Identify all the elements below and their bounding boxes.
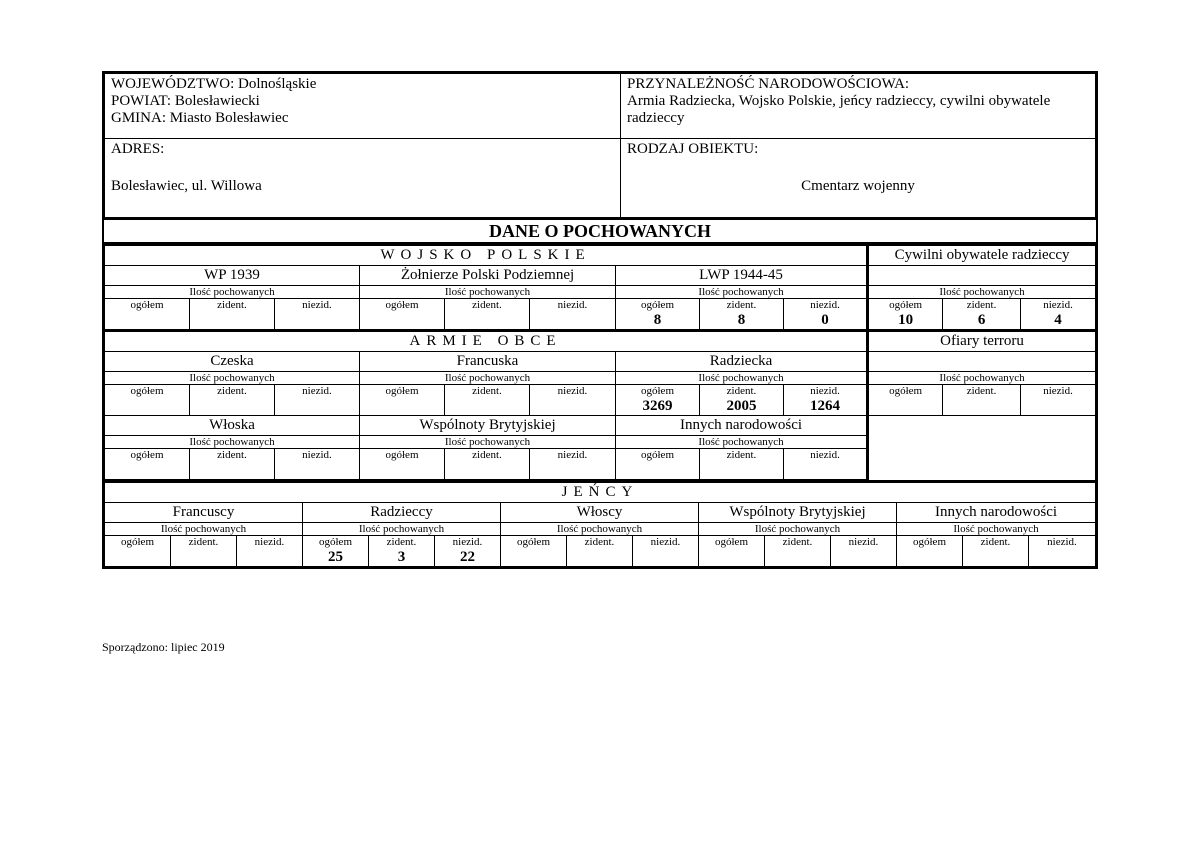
count-cell: zident. 3 <box>369 536 435 567</box>
count-cell: zident. <box>171 536 237 567</box>
ilosc-label: Ilość pochowanych <box>616 436 868 449</box>
group-name-wloska: Włoska <box>105 416 360 436</box>
count-cell: ogółem 8 <box>616 299 700 331</box>
location-header <box>104 73 1096 220</box>
record-table-frame <box>102 71 1098 569</box>
count-cell: ogółem <box>360 449 445 480</box>
count-cell: zident. <box>445 385 530 416</box>
count-cell: zident. <box>190 385 275 416</box>
count-cell: niezid. <box>633 536 699 567</box>
wojsko-polskie-title: WOJSKO POLSKIE <box>105 246 868 266</box>
count-cell: ogółem <box>501 536 567 567</box>
ilosc-label: Ilość pochowanych <box>897 523 1096 536</box>
counts-row <box>105 299 1096 331</box>
count-cell: niezid. <box>530 449 616 480</box>
count-cell: niezid. 22 <box>435 536 501 567</box>
group-name-radziecka: Radziecka <box>616 352 868 372</box>
prepared-date: Sporządzono: lipiec 2019 <box>102 640 225 654</box>
object-type-value: Cmentarz wojenny <box>801 178 915 194</box>
ilosc-label: Ilość pochowanych <box>616 286 868 299</box>
section-title: DANE O POCHOWANYCH <box>104 220 1096 245</box>
count-cell: zident. <box>190 449 275 480</box>
count-cell: niezid. <box>1029 536 1096 567</box>
ilosc-label: Ilość pochowanych <box>360 436 616 449</box>
count-cell: zident. <box>190 299 275 331</box>
wojsko-polskie-table <box>104 245 1096 480</box>
group-name-wp1939: WP 1939 <box>105 266 360 286</box>
jency-title: JEŃCY <box>105 482 1096 503</box>
admin-location-cell <box>105 74 621 139</box>
jency-table <box>104 480 1096 567</box>
count-cell: zident. <box>700 449 784 480</box>
count-cell: niezid. <box>275 385 360 416</box>
count-cell: niezid. <box>530 299 616 331</box>
group-name-polski-podziemnej: Żołnierze Polski Podziemnej <box>360 266 616 286</box>
count-cell: niezid. 4 <box>1021 299 1096 331</box>
address-value: Bolesławiec, ul. Willowa <box>111 178 262 194</box>
count-cell: ogółem <box>360 385 445 416</box>
cywilni-title: Cywilni obywatele radzieccy <box>868 246 1096 266</box>
group-name-lwp: LWP 1944-45 <box>616 266 868 286</box>
cywilni-spacer <box>868 266 1096 286</box>
gmina: GMINA: Miasto Bolesławiec <box>111 110 289 126</box>
group-name-innych: Innych narodowości <box>897 503 1096 523</box>
count-cell: ogółem <box>105 449 190 480</box>
count-cell: niezid. <box>275 449 360 480</box>
count-cell: zident. 2005 <box>700 385 784 416</box>
group-name-radzieccy: Radzieccy <box>303 503 501 523</box>
nationality-cell <box>621 74 1096 139</box>
object-type-cell <box>621 139 1096 219</box>
ilosc-label: Ilość pochowanych <box>105 372 360 385</box>
powiat: POWIAT: Bolesławiecki <box>111 93 260 109</box>
count-cell: niezid. <box>275 299 360 331</box>
nationality-value: Armia Radziecka, Wojsko Polskie, jeńcy radzieccy, cywilni obywatele radzieccy <box>627 93 1051 126</box>
count-cell: zident. <box>765 536 831 567</box>
count-cell: zident. <box>445 299 530 331</box>
count-cell: ogółem <box>105 385 190 416</box>
count-cell: ogółem 3269 <box>616 385 700 416</box>
count-cell: ogółem <box>616 449 700 480</box>
group-name-innych: Innych narodowości <box>616 416 868 436</box>
ilosc-label: Ilość pochowanych <box>360 286 616 299</box>
counts-row <box>105 536 1096 567</box>
count-cell: ogółem <box>105 536 171 567</box>
count-cell: ogółem 25 <box>303 536 369 567</box>
ilosc-label: Ilość pochowanych <box>303 523 501 536</box>
wojewodztwo: WOJEWÓDZTWO: Dolnośląskie <box>111 76 317 92</box>
address-label: ADRES: <box>111 141 165 157</box>
ilosc-label: Ilość pochowanych <box>868 286 1096 299</box>
address-cell <box>105 139 621 219</box>
count-cell: niezid. <box>831 536 897 567</box>
group-name-wspolnoty-brytyjskiej: Wspólnoty Brytyjskiej <box>699 503 897 523</box>
armie-obce-title: ARMIE OBCE <box>105 331 868 352</box>
group-name-wloscy: Włoscy <box>501 503 699 523</box>
count-cell: ogółem <box>897 536 963 567</box>
count-cell: ogółem <box>105 299 190 331</box>
count-cell: niezid. <box>237 536 303 567</box>
ilosc-label: Ilość pochowanych <box>105 286 360 299</box>
ilosc-label: Ilość pochowanych <box>501 523 699 536</box>
count-cell: ogółem <box>360 299 445 331</box>
nationality-label: PRZYNALEŻNOŚĆ NARODOWOŚCIOWA: <box>627 76 910 92</box>
count-cell: zident. <box>963 536 1029 567</box>
count-cell: ogółem 10 <box>868 299 943 331</box>
empty-cell <box>868 416 1096 480</box>
count-cell: niezid. <box>530 385 616 416</box>
ilosc-label: Ilość pochowanych <box>616 372 868 385</box>
count-cell: niezid. 0 <box>784 299 868 331</box>
group-name-francuscy: Francuscy <box>105 503 303 523</box>
group-name-francuska: Francuska <box>360 352 616 372</box>
counts-row <box>105 385 1096 416</box>
count-cell: niezid. 1264 <box>784 385 868 416</box>
ilosc-label: Ilość pochowanych <box>105 436 360 449</box>
group-name-wspolnoty-brytyjskiej: Wspólnoty Brytyjskiej <box>360 416 616 436</box>
count-cell: ogółem <box>868 385 943 416</box>
object-type-label: RODZAJ OBIEKTU: <box>627 141 759 157</box>
count-cell: zident. 6 <box>943 299 1021 331</box>
count-cell: niezid. <box>1021 385 1096 416</box>
count-cell: ogółem <box>699 536 765 567</box>
ilosc-label: Ilość pochowanych <box>360 372 616 385</box>
count-cell: zident. 8 <box>700 299 784 331</box>
ilosc-label: Ilość pochowanych <box>699 523 897 536</box>
count-cell: zident. <box>567 536 633 567</box>
ilosc-label: Ilość pochowanych <box>868 372 1096 385</box>
ofiary-spacer <box>868 352 1096 372</box>
count-cell: niezid. <box>784 449 868 480</box>
record-sheet <box>102 71 1098 569</box>
ilosc-label: Ilość pochowanych <box>105 523 303 536</box>
group-name-czeska: Czeska <box>105 352 360 372</box>
count-cell: zident. <box>943 385 1021 416</box>
count-cell: zident. <box>445 449 530 480</box>
ofiary-terroru-title: Ofiary terroru <box>868 331 1096 352</box>
